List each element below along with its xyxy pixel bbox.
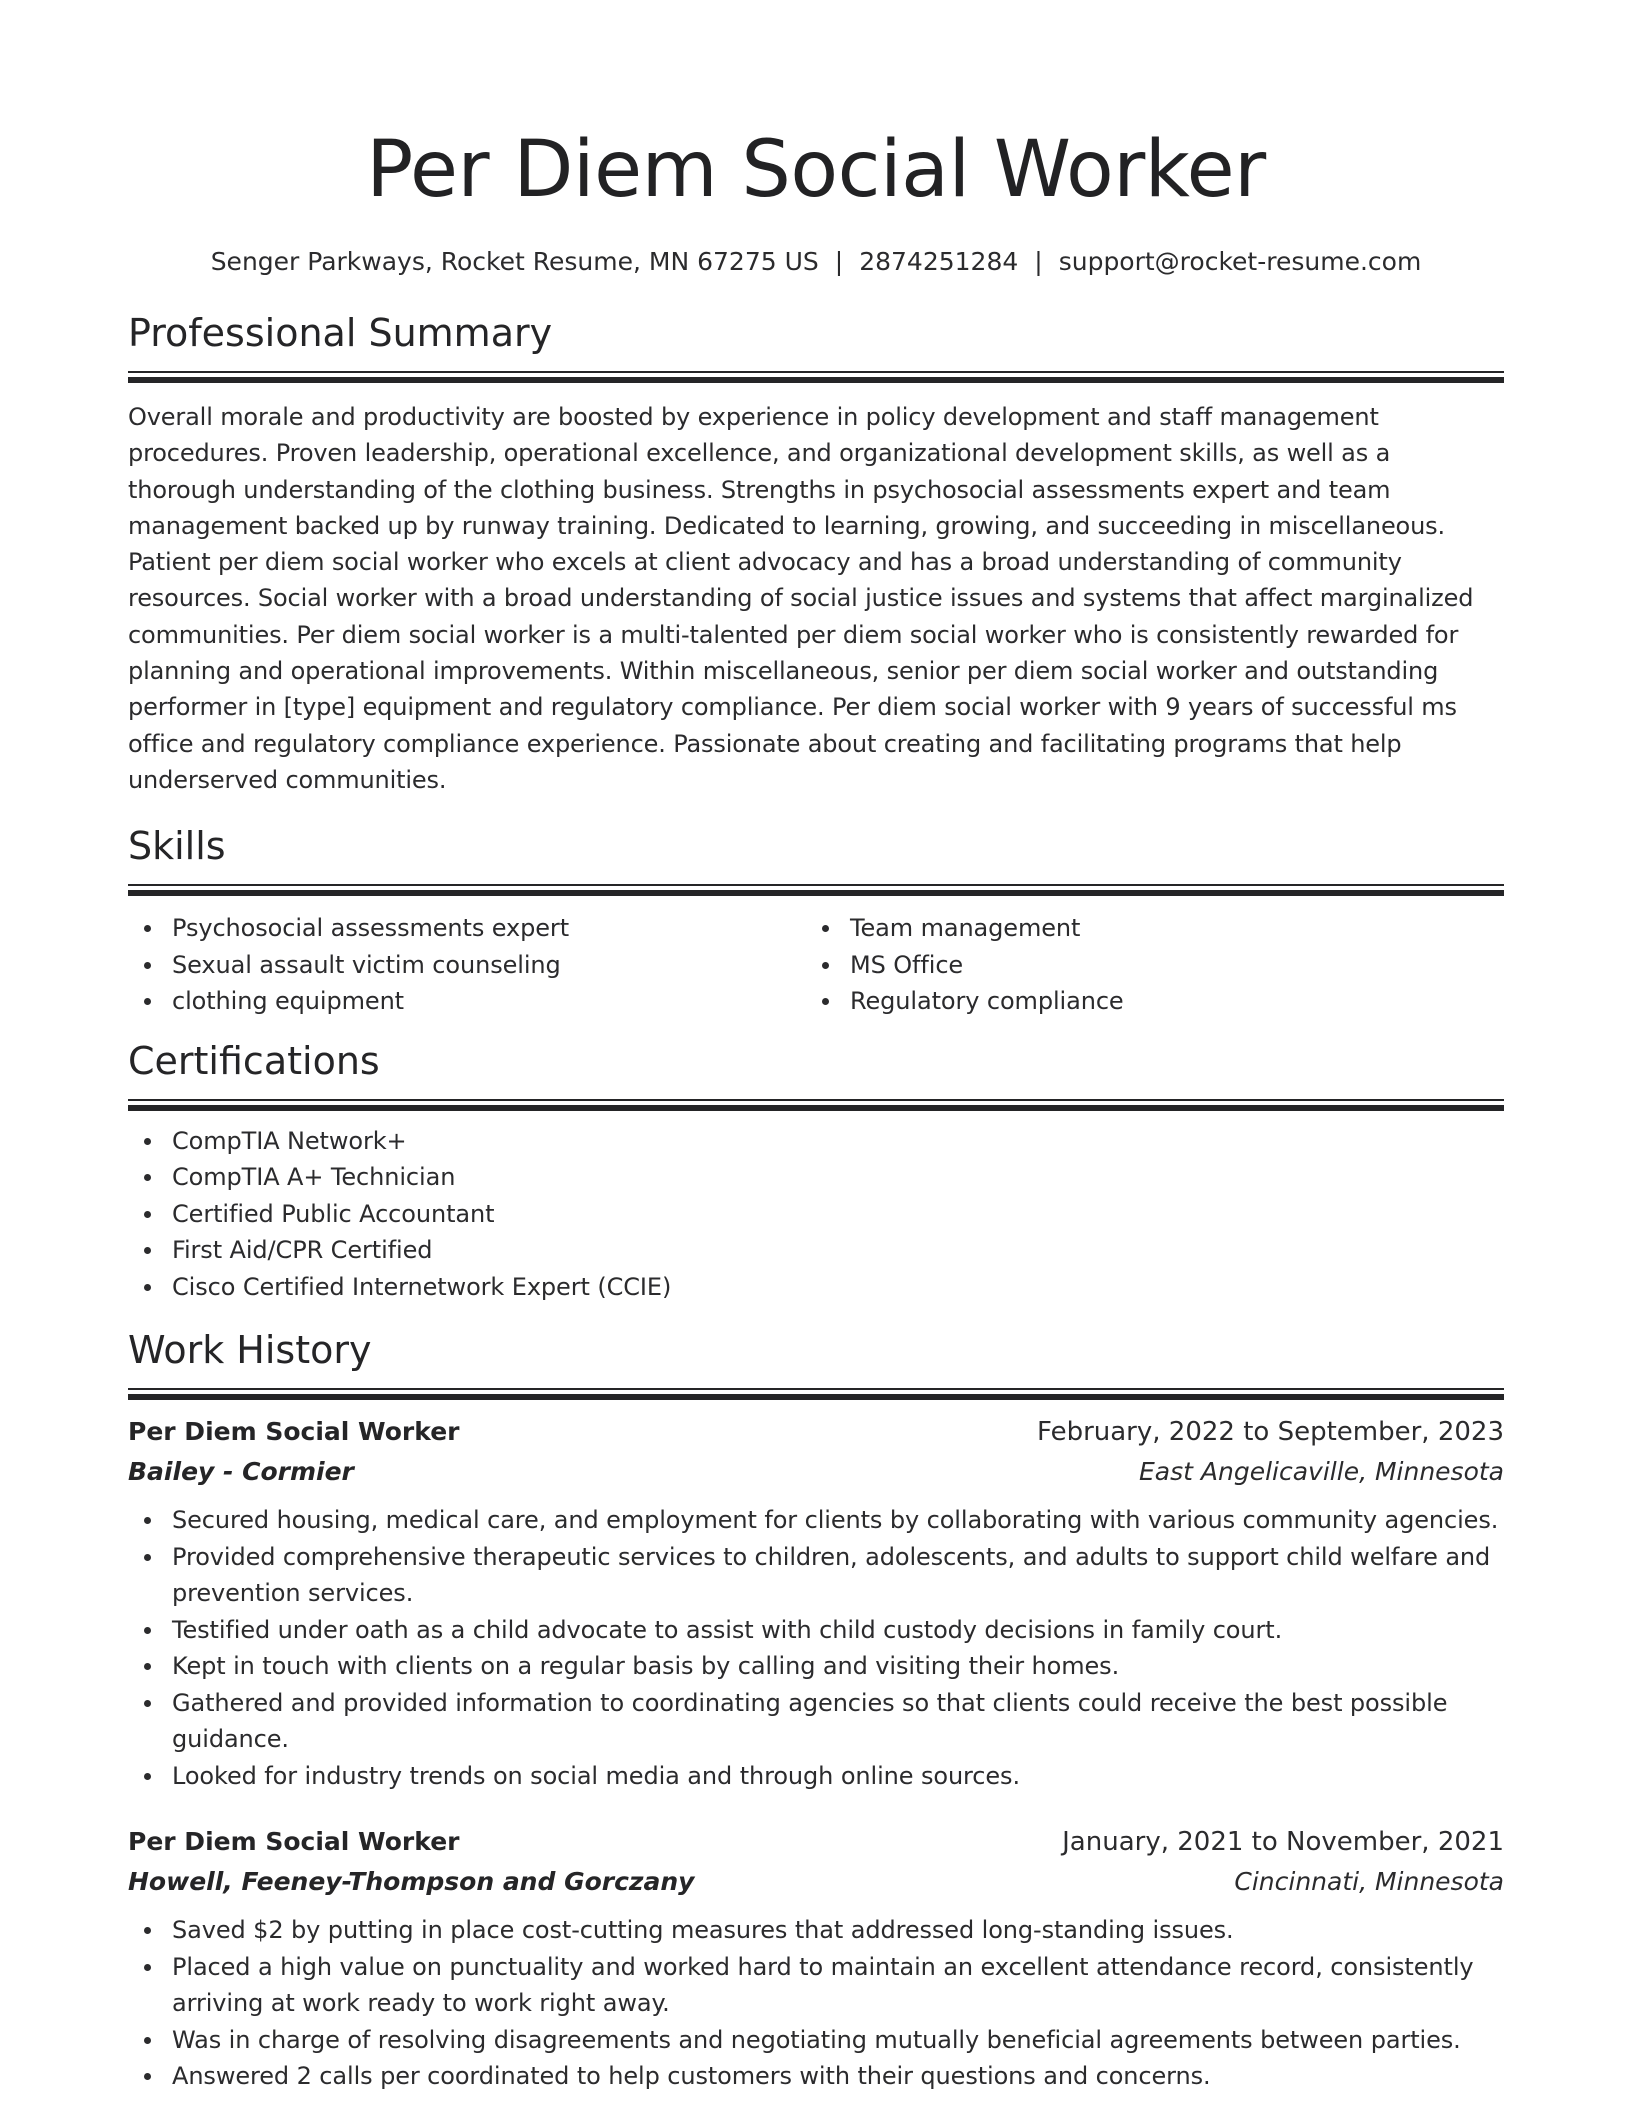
job-duty-item: Placed a high value on punctuality and worked hard to maintain an excellent attendance record, consistently arriving at work ready to work right away. [128, 1949, 1504, 2022]
job-duty-item: Looked for industry trends on social media and through online sources. [128, 1758, 1504, 1795]
job-duties [128, 1502, 1504, 1794]
job-subheader [128, 1452, 1504, 1492]
contact-phone: 2874251284 [859, 247, 1019, 276]
job-duties [128, 1912, 1504, 2095]
job-duty-item: Saved $2 by putting in place cost-cutting measures that addressed long-standing issues. [128, 1912, 1504, 1949]
skill-item: Psychosocial assessments expert [128, 910, 806, 947]
skill-item: Sexual assault victim counseling [128, 947, 806, 984]
section-divider [128, 371, 1504, 383]
summary-heading: Professional Summary [128, 311, 553, 355]
job-company: Bailey - Cormier [128, 1457, 354, 1487]
job-duty-item: Provided comprehensive therapeutic services to children, adolescents, and adults to support child welfare and prevention services. [128, 1539, 1504, 1612]
job-dates: February, 2022 to September, 2023 [1037, 1417, 1504, 1448]
contact-separator: | [1034, 247, 1043, 276]
skill-item: Regulatory compliance [806, 983, 1504, 1020]
skills-section [128, 821, 1504, 1020]
contact-separator: | [834, 247, 844, 276]
job-duty-item: Answered 2 calls per coordinated to help customers with their questions and concerns. [128, 2058, 1504, 2095]
contact-email: support@rocket-resume.com [1058, 247, 1422, 276]
job-company: Howell, Feeney-Thompson and Gorczany [128, 1867, 695, 1897]
certification-item: CompTIA Network+ [128, 1123, 1504, 1160]
resume-page [128, 0, 1504, 2095]
skill-item: Team management [806, 910, 1504, 947]
work-history-heading: Work History [128, 1328, 372, 1373]
job-duty-item: Secured housing, medical care, and employment for clients by collaborating with various community agencies. [128, 1502, 1504, 1539]
section-divider [128, 884, 1504, 896]
skill-item: clothing equipment [128, 983, 806, 1020]
job-location: Cincinnati, Minnesota [1234, 1867, 1504, 1897]
job-title: Per Diem Social Worker [128, 1827, 460, 1857]
certification-item: CompTIA A+ Technician [128, 1159, 1504, 1196]
contact-address: Senger Parkways, Rocket Resume, MN 67275 US [210, 247, 819, 276]
section-divider [128, 1099, 1504, 1111]
job-header [128, 1822, 1504, 1862]
summary-text: Overall morale and productivity are boosted by experience in policy development and staff management procedures. Proven leadership, operational excellence, and organizational development skills, as well as a thorough understanding of the clothing business. Strengths in psychosocial assessments expert and team management backed up by runway training. Dedicated to learning, growing, and succeeding in miscellaneous. Patient per diem social worker who excels at client advocacy and has a broad understanding of community resources. Social worker with a broad understanding of social justice issues and systems that affect marginalized communities. Per diem social worker is a multi-talented per diem social worker who is consistently rewarded for planning and operational improvements. Within miscellaneous, senior per diem social worker and outstanding performer in [type] equipment and regulatory compliance. Per diem social worker with 9 years of successful ms office and regulatory compliance experience. Passionate about creating and facilitating programs that help underserved communities. [128, 403, 1474, 794]
job-header [128, 1412, 1504, 1452]
skills-heading: Skills [128, 824, 226, 869]
certification-item: First Aid/CPR Certified [128, 1232, 1504, 1269]
certification-item: Cisco Certified Internetwork Expert (CCIE) [128, 1269, 1504, 1306]
summary-section [128, 308, 1504, 798]
job-location: East Angelicaville, Minnesota [1139, 1457, 1504, 1487]
job-duty-item: Kept in touch with clients on a regular basis by calling and visiting their homes. [128, 1648, 1504, 1685]
section-divider [128, 1388, 1504, 1400]
job-title: Per Diem Social Worker [128, 1417, 460, 1447]
skills-list [128, 910, 1504, 1020]
certifications-section [128, 1036, 1504, 1306]
job-duty-item: Testified under oath as a child advocate to assist with child custody decisions in family court. [128, 1612, 1504, 1649]
certifications-list [128, 1123, 1504, 1306]
certification-item: Certified Public Accountant [128, 1196, 1504, 1233]
job-entry [128, 1822, 1504, 2095]
contact-line [128, 244, 1504, 280]
work-history-section [128, 1325, 1504, 2095]
resume-name: Per Diem Social Worker [366, 125, 1266, 215]
job-duty-item: Gathered and provided information to coordinating agencies so that clients could receive the best possible guidance. [128, 1685, 1504, 1758]
job-duty-item: Was in charge of resolving disagreements and negotiating mutually beneficial agreements between parties. [128, 2022, 1504, 2059]
skills-column-right [806, 910, 1504, 1020]
job-subheader [128, 1862, 1504, 1902]
job-dates: January, 2021 to November, 2021 [1062, 1827, 1504, 1858]
skills-column-left [128, 910, 806, 1020]
skill-item: MS Office [806, 947, 1504, 984]
certifications-heading: Certifications [128, 1038, 380, 1083]
job-entry [128, 1412, 1504, 1794]
